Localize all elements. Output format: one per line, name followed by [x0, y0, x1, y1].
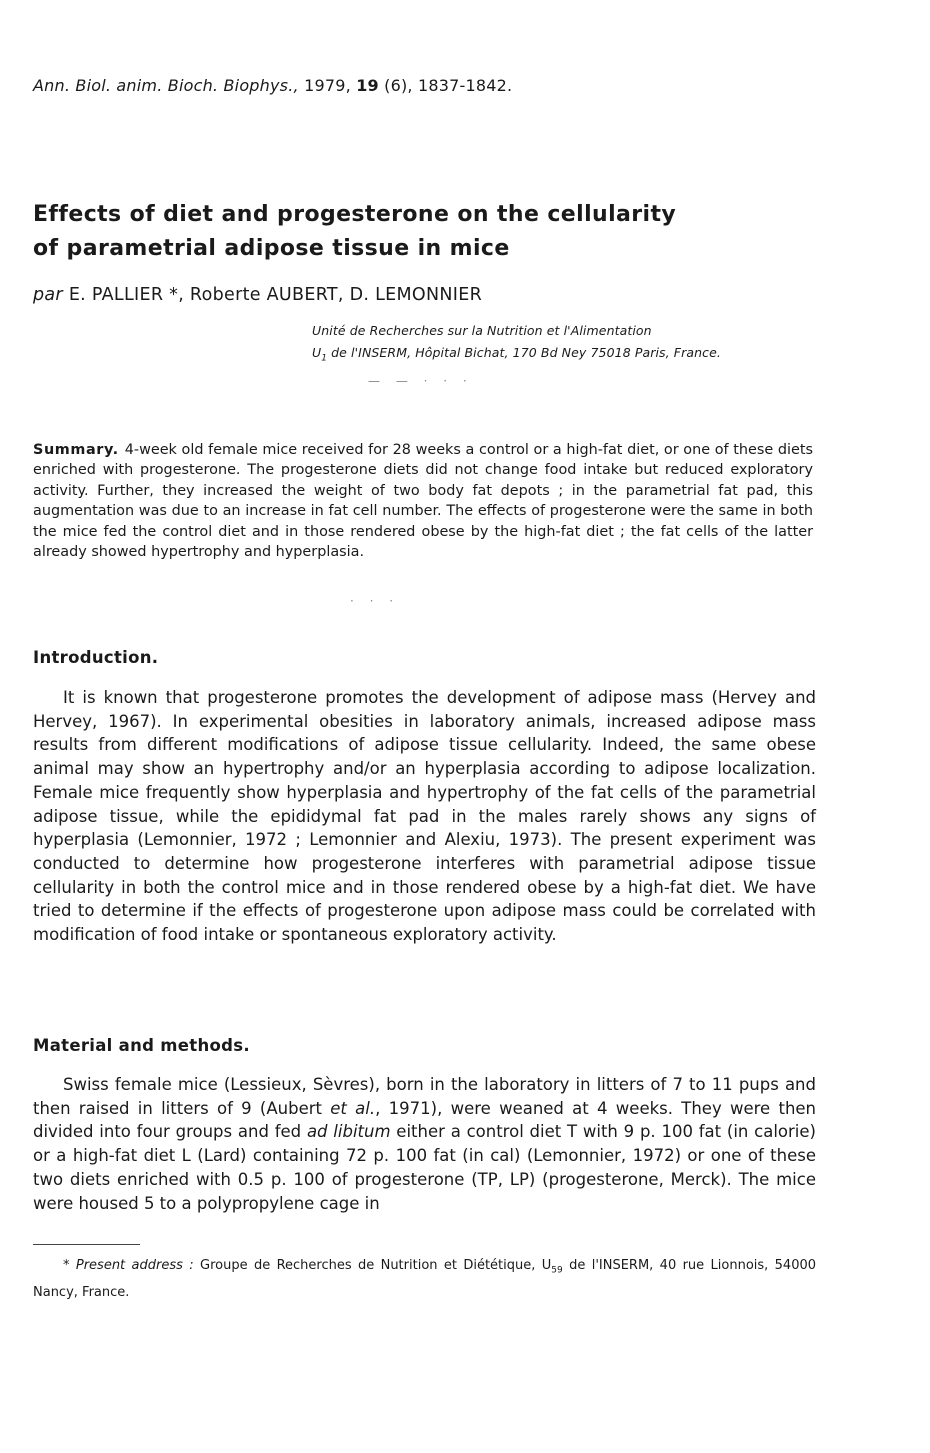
footnote-text-pre: Groupe de Recherches de Nutrition et Diététique, U: [193, 1258, 552, 1273]
methods-text-c: either a control diet T with 9 p. 100 fat (in calorie) or a high-fat diet L (Lard) containing 72 p. 100 fat (in cal) (Lemonnier, 1972) or one of these two diets enriched with 0.5 p. 100 of progesterone (TP, LP) (progesterone, Merck). The mice were housed 5 to a polypropylene cage in: [33, 1122, 816, 1213]
summary-label: Summary.: [33, 442, 119, 458]
citation-volume: 19: [356, 76, 379, 95]
footnote-rule: [33, 1244, 140, 1245]
methods-text-b: , 1971), were weaned at 4 weeks. They were then divided into four groups and fed: [33, 1098, 817, 1142]
summary-paragraph: [33, 440, 813, 562]
affiliation-line-2: [312, 345, 721, 364]
affiliation-unit-number: 1: [321, 353, 328, 364]
methods-paragraph: [33, 1073, 816, 1215]
author-line: [33, 285, 482, 305]
footnote-label: * Present address :: [63, 1258, 194, 1273]
summary-text: 4-week old female mice received for 28 weeks a control or a high-fat diet, or one of these diets enriched with progesterone. The progesterone diets did not change food intake but reduced exploratory activity. Further, they increased the weight of two body fat depots ; in the parametrial fat pad, this augmentation was due to an increase in fat cell number. The effects of progesterone were the same in both the mice fed the control diet and in those rendered obese by the high-fat diet ; the fat cells of the latter already showed hypertrophy and hyperplasia.: [33, 442, 813, 561]
citation-year: 1979,: [304, 76, 351, 95]
introduction-heading: Introduction.: [33, 648, 159, 667]
affiliation-unit: U: [312, 345, 322, 360]
title-line-1: Effects of diet and progesterone on the cellularity: [33, 202, 677, 227]
separator-marks: — — · · ·: [368, 374, 473, 388]
citation-issue-pages: (6), 1837-1842.: [384, 76, 513, 95]
methods-heading: Material and methods.: [33, 1036, 250, 1055]
separator-dots: · · ·: [350, 594, 400, 608]
affiliation-address: de l'INSERM, Hôpital Bichat, 170 Bd Ney 75018 Paris, France.: [327, 345, 721, 360]
title-line-2: of parametrial adipose tissue in mice: [33, 236, 510, 261]
footnote-unit-number: 59: [551, 1265, 563, 1276]
methods-adlibitum: ad libitum: [306, 1122, 391, 1142]
paper-title: [33, 198, 793, 266]
author-names: E. PALLIER *, Roberte AUBERT, D. LEMONNIER: [68, 285, 483, 305]
journal-name: Ann. Biol. anim. Bioch. Biophys.,: [33, 76, 299, 95]
affiliation-line-1: Unité de Recherches sur la Nutrition et l'Alimentation: [312, 323, 652, 338]
methods-etal: et al.: [330, 1098, 376, 1118]
footnote-text-post: de l'INSERM, 40 rue Lionnois, 54000 Nancy, France.: [33, 1258, 817, 1300]
methods-text-a: Swiss female mice (Lessieux, Sèvres), born in the laboratory in litters of 7 to 11 pups and then raised in litters of 9 (Aubert: [33, 1075, 816, 1118]
author-prefix: par: [33, 285, 63, 305]
footnote: [33, 1255, 816, 1303]
introduction-paragraph: It is known that progesterone promotes the development of adipose mass (Hervey and Hervey, 1967). In experimental obesities in laboratory animals, increased adipose mass results from different modifications of adipose tissue cellularity. Indeed, the same obese animal may show an hypertrophy and/or an hyperplasia according to adipose localization. Female mice frequently show hyperplasia and hypertrophy of the fat cells of the parametrial adipose tissue, while the epididymal fat pad in the males rarely shows any signs of hyperplasia (Lemonnier, 1972 ; Lemonnier and Alexiu, 1973). The present experiment was conducted to determine how progesterone interferes with parametrial adipose tissue cellularity in both the control mice and in those rendered obese by a high-fat diet. We have tried to determine if the effects of progesterone upon adipose mass could be correlated with modification of food intake or spontaneous exploratory activity.: [33, 688, 816, 945]
journal-citation: [33, 76, 512, 95]
